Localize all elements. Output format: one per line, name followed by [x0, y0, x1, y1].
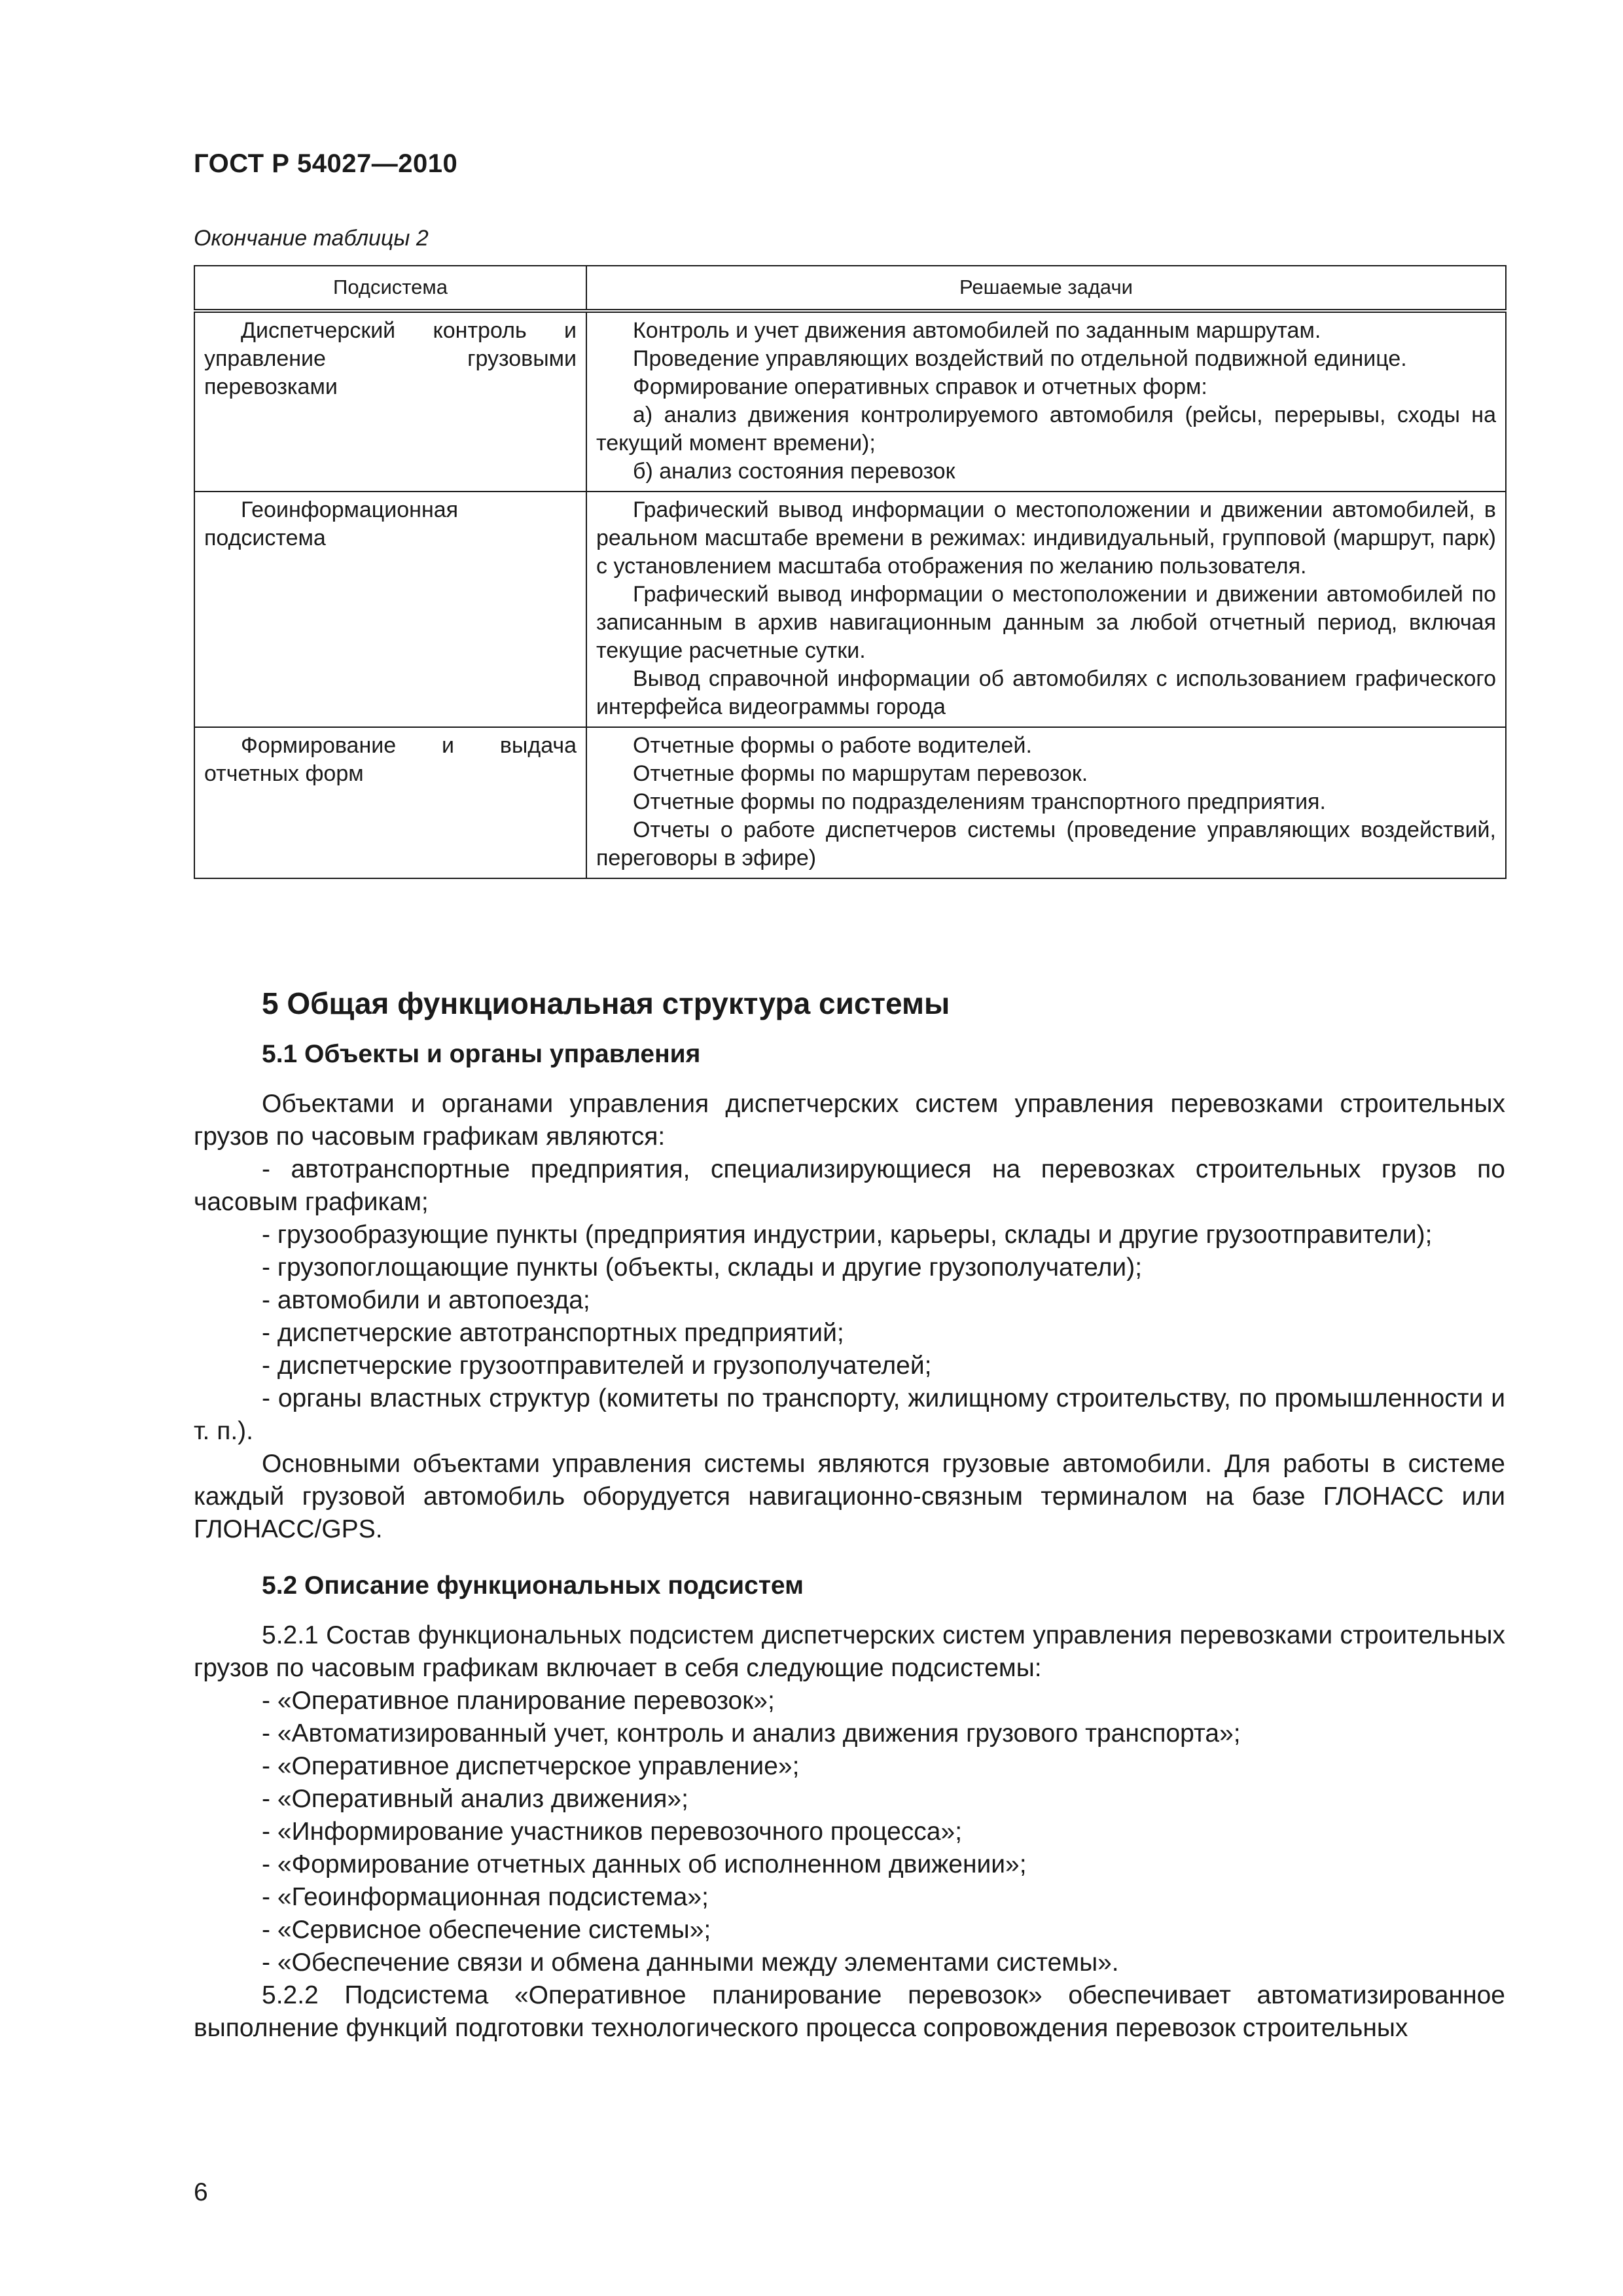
list-item: - «Обеспечение связи и обмена данными между элементами системы».	[262, 1948, 1119, 1977]
task-line: Контроль и учет движения автомобилей по заданным маршрутам.	[633, 318, 1321, 343]
tasks-cell	[586, 311, 1506, 492]
subsystem-cell	[194, 311, 586, 492]
paragraph: Объектами и органами управления диспетчерских систем управления перевозками строительных грузов по часовым графикам являются:	[194, 1090, 1505, 1151]
list-item: - органы властных структур (комитеты по транспорту, жилищному строительству, по промышленности и т. п.).	[194, 1384, 1505, 1445]
task-line: Вывод справочной информации об автомобилях с использованием графического интерфейса видеограммы города	[596, 666, 1496, 719]
table-row	[194, 311, 1506, 492]
page-number: 6	[194, 2178, 208, 2206]
task-line: б) анализ состояния перевозок	[633, 459, 955, 484]
column-header-tasks: Решаемые задачи	[586, 266, 1506, 311]
subsection-title-5-1: 5.1 Объекты и органы управления	[262, 1040, 701, 1068]
table-row	[194, 727, 1506, 878]
task-line: Отчеты о работе диспетчеров системы (проведение управляющих воздействий, переговоры в эфире)	[596, 817, 1496, 870]
subsystem-name: Диспетчерский контроль и управление грузовыми перевозками	[204, 318, 577, 399]
list-item: - диспетчерские автотранспортных предприятий;	[262, 1319, 844, 1347]
task-line: Проведение управляющих воздействий по отдельной подвижной единице.	[633, 346, 1407, 371]
document-header: ГОСТ Р 54027—2010	[194, 149, 458, 178]
list-item: - «Оперативный анализ движения»;	[262, 1785, 688, 1813]
column-header-subsystem: Подсистема	[194, 266, 586, 311]
list-item: - «Информирование участников перевозочного процесса»;	[262, 1818, 963, 1846]
section-5	[194, 987, 1505, 2045]
subsystem-cell	[194, 727, 586, 878]
tasks-cell	[586, 492, 1506, 727]
table-header-row	[194, 266, 1506, 311]
subsection-title-5-2: 5.2 Описание функциональных подсистем	[262, 1571, 804, 1600]
task-line: Формирование оперативных справок и отчетных форм:	[633, 374, 1207, 399]
table-row	[194, 492, 1506, 727]
list-item: - «Оперативное планирование перевозок»;	[262, 1687, 775, 1715]
list-item: - «Сервисное обеспечение системы»;	[262, 1916, 711, 1944]
list-item: - диспетчерские грузоотправителей и грузополучателей;	[262, 1352, 932, 1380]
paragraph: 5.2.2 Подсистема «Оперативное планирование перевозок» обеспечивает автоматизированное выполнение функций подготовки технологического процесса сопровождения перевозок строительных	[194, 1981, 1505, 2042]
section-title: 5 Общая функциональная структура системы	[262, 986, 950, 1020]
task-line: а) анализ движения контролируемого автомобиля (рейсы, перерывы, сходы на текущий момент времени);	[596, 403, 1496, 456]
task-line: Графический вывод информации о местоположении и движении автомобилей по записанным в архив навигационным данным за любой отчетный период, включая текущие расчетные сутки.	[596, 582, 1496, 663]
list-item: - «Геоинформационная подсистема»;	[262, 1883, 709, 1911]
list-item: - «Автоматизированный учет, контроль и анализ движения грузового транспорта»;	[262, 1719, 1241, 1748]
subsystem-name: Геоинформационная подсистема	[204, 497, 459, 550]
task-line: Отчетные формы о работе водителей.	[633, 733, 1032, 758]
paragraph: 5.2.1 Состав функциональных подсистем диспетчерских систем управления перевозками строительных грузов по часовым графикам включает в себя следующие подсистемы:	[194, 1621, 1505, 1682]
task-line: Графический вывод информации о местоположении и движении автомобилей, в реальном масштабе времени в режимах: индивидуальный, групповой (маршрут, парк) с установлением масштаба отображения по желанию пользователя.	[596, 497, 1496, 579]
tasks-cell	[586, 727, 1506, 878]
subsystem-name: Формирование и выдача отчетных форм	[204, 733, 577, 786]
subsystems-table	[194, 265, 1507, 879]
task-line: Отчетные формы по маршрутам перевозок.	[633, 761, 1088, 786]
list-item: - «Оперативное диспетчерское управление»;	[262, 1752, 800, 1780]
list-item: - грузообразующие пункты (предприятия индустрии, карьеры, склады и другие грузоотправители);	[262, 1221, 1433, 1249]
list-item: - автомобили и автопоезда;	[262, 1286, 590, 1314]
table-caption: Окончание таблицы 2	[194, 226, 429, 251]
paragraph: Основными объектами управления системы являются грузовые автомобили. Для работы в системе каждый грузовой автомобиль оборудуется навигационно-связным терминалом на базе ГЛОНАСС или ГЛОНАСС/GPS.	[194, 1450, 1505, 1543]
subsystem-cell	[194, 492, 586, 727]
list-item: - «Формирование отчетных данных об исполненном движении»;	[262, 1850, 1027, 1878]
list-item: - автотранспортные предприятия, специализирующиеся на перевозках строительных грузов по часовым графикам;	[194, 1155, 1505, 1216]
task-line: Отчетные формы по подразделениям транспортного предприятия.	[633, 789, 1326, 814]
list-item: - грузопоглощающие пункты (объекты, склады и другие грузополучатели);	[262, 1253, 1143, 1282]
